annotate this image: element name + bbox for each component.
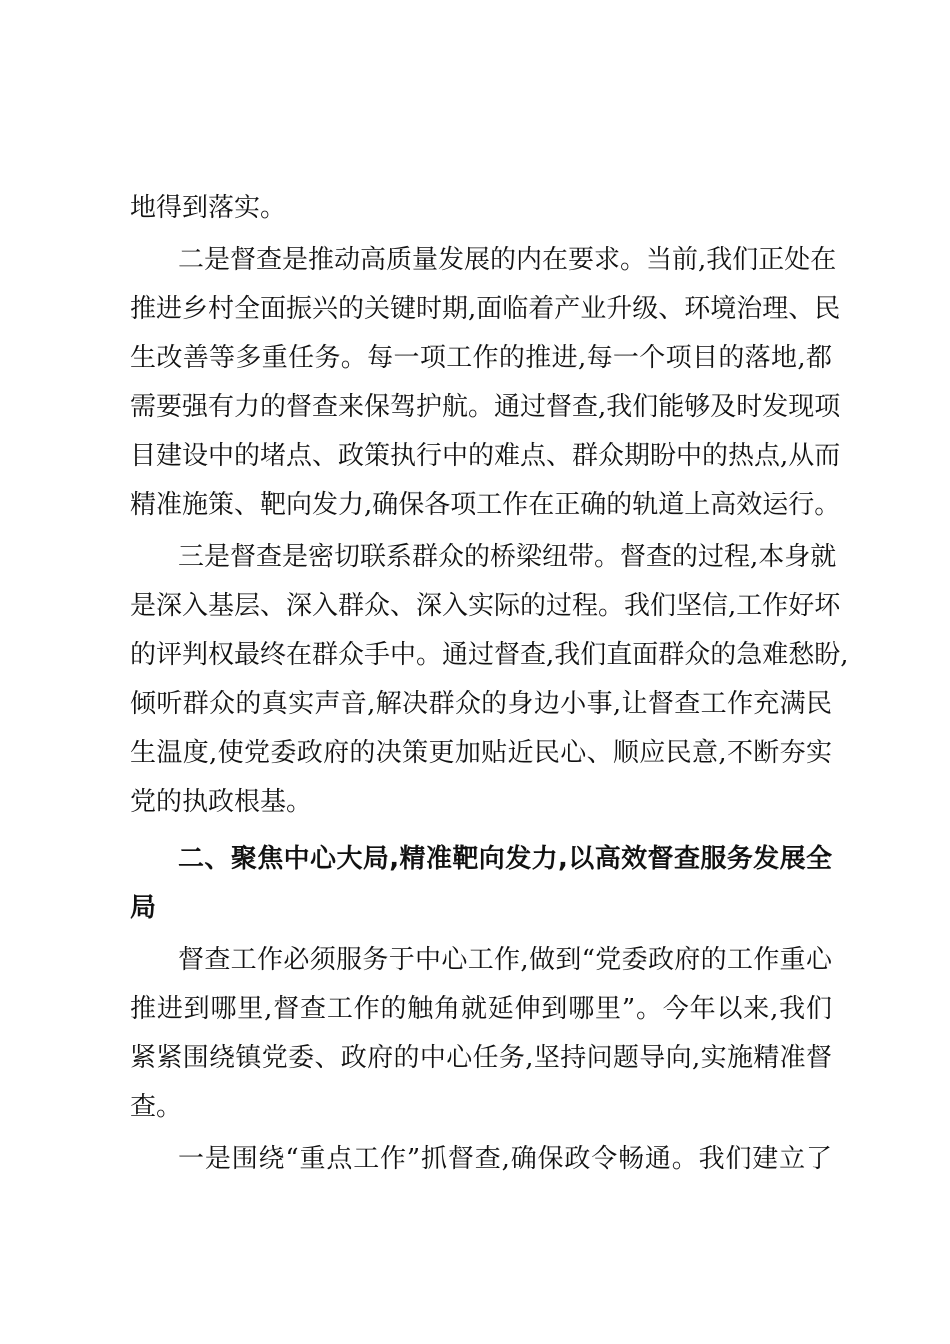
text-line: 地得到落实。: [130, 193, 287, 223]
section-heading: 二、聚焦中心大局,精准靶向发力,以高效督查服务发展全: [178, 844, 832, 874]
paragraph-start: 二是督查是推动高质量发展的内在要求。当前,我们正处在: [178, 245, 837, 275]
text-line: 倾听群众的真实声音,解决群众的身边小事,让督查工作充满民: [130, 689, 832, 719]
text-line: 的评判权最终在群众手中。通过督查,我们直面群众的急难愁盼,: [130, 640, 849, 670]
section-heading-continued: 局: [130, 893, 157, 923]
text-line: 是深入基层、深入群众、深入实际的过程。我们坚信,工作好坏: [130, 591, 841, 621]
paragraph-start: 一是围绕“重点工作”抓督查,确保政令畅通。我们建立了: [178, 1144, 832, 1174]
text-line: 推进乡村全面振兴的关键时期,面临着产业升级、环境治理、民: [130, 294, 841, 324]
text-line: 党的执政根基。: [130, 787, 313, 817]
text-line: 目建设中的堵点、政策执行中的难点、群众期盼中的热点,从而: [130, 441, 841, 471]
text-line: 生温度,使党委政府的决策更加贴近民心、顺应民意,不断夯实: [130, 738, 832, 768]
text-line: 推进到哪里,督查工作的触角就延伸到哪里”。今年以来,我们: [130, 994, 832, 1024]
text-line: 查。: [130, 1092, 183, 1122]
paragraph-start: 三是督查是密切联系群众的桥梁纽带。督查的过程,本身就: [178, 542, 837, 572]
text-line: 生改善等多重任务。每一项工作的推进,每一个项目的落地,都: [130, 343, 832, 373]
text-line: 紧紧围绕镇党委、政府的中心任务,坚持问题导向,实施精准督: [130, 1043, 832, 1073]
text-line: 精准施策、靶向发力,确保各项工作在正确的轨道上高效运行。: [130, 490, 841, 520]
paragraph-start: 督查工作必须服务于中心工作,做到“党委政府的工作重心: [178, 945, 832, 975]
document-body: [130, 188, 849, 1188]
text-line: 需要强有力的督查来保驾护航。通过督查,我们能够及时发现项: [130, 392, 841, 422]
